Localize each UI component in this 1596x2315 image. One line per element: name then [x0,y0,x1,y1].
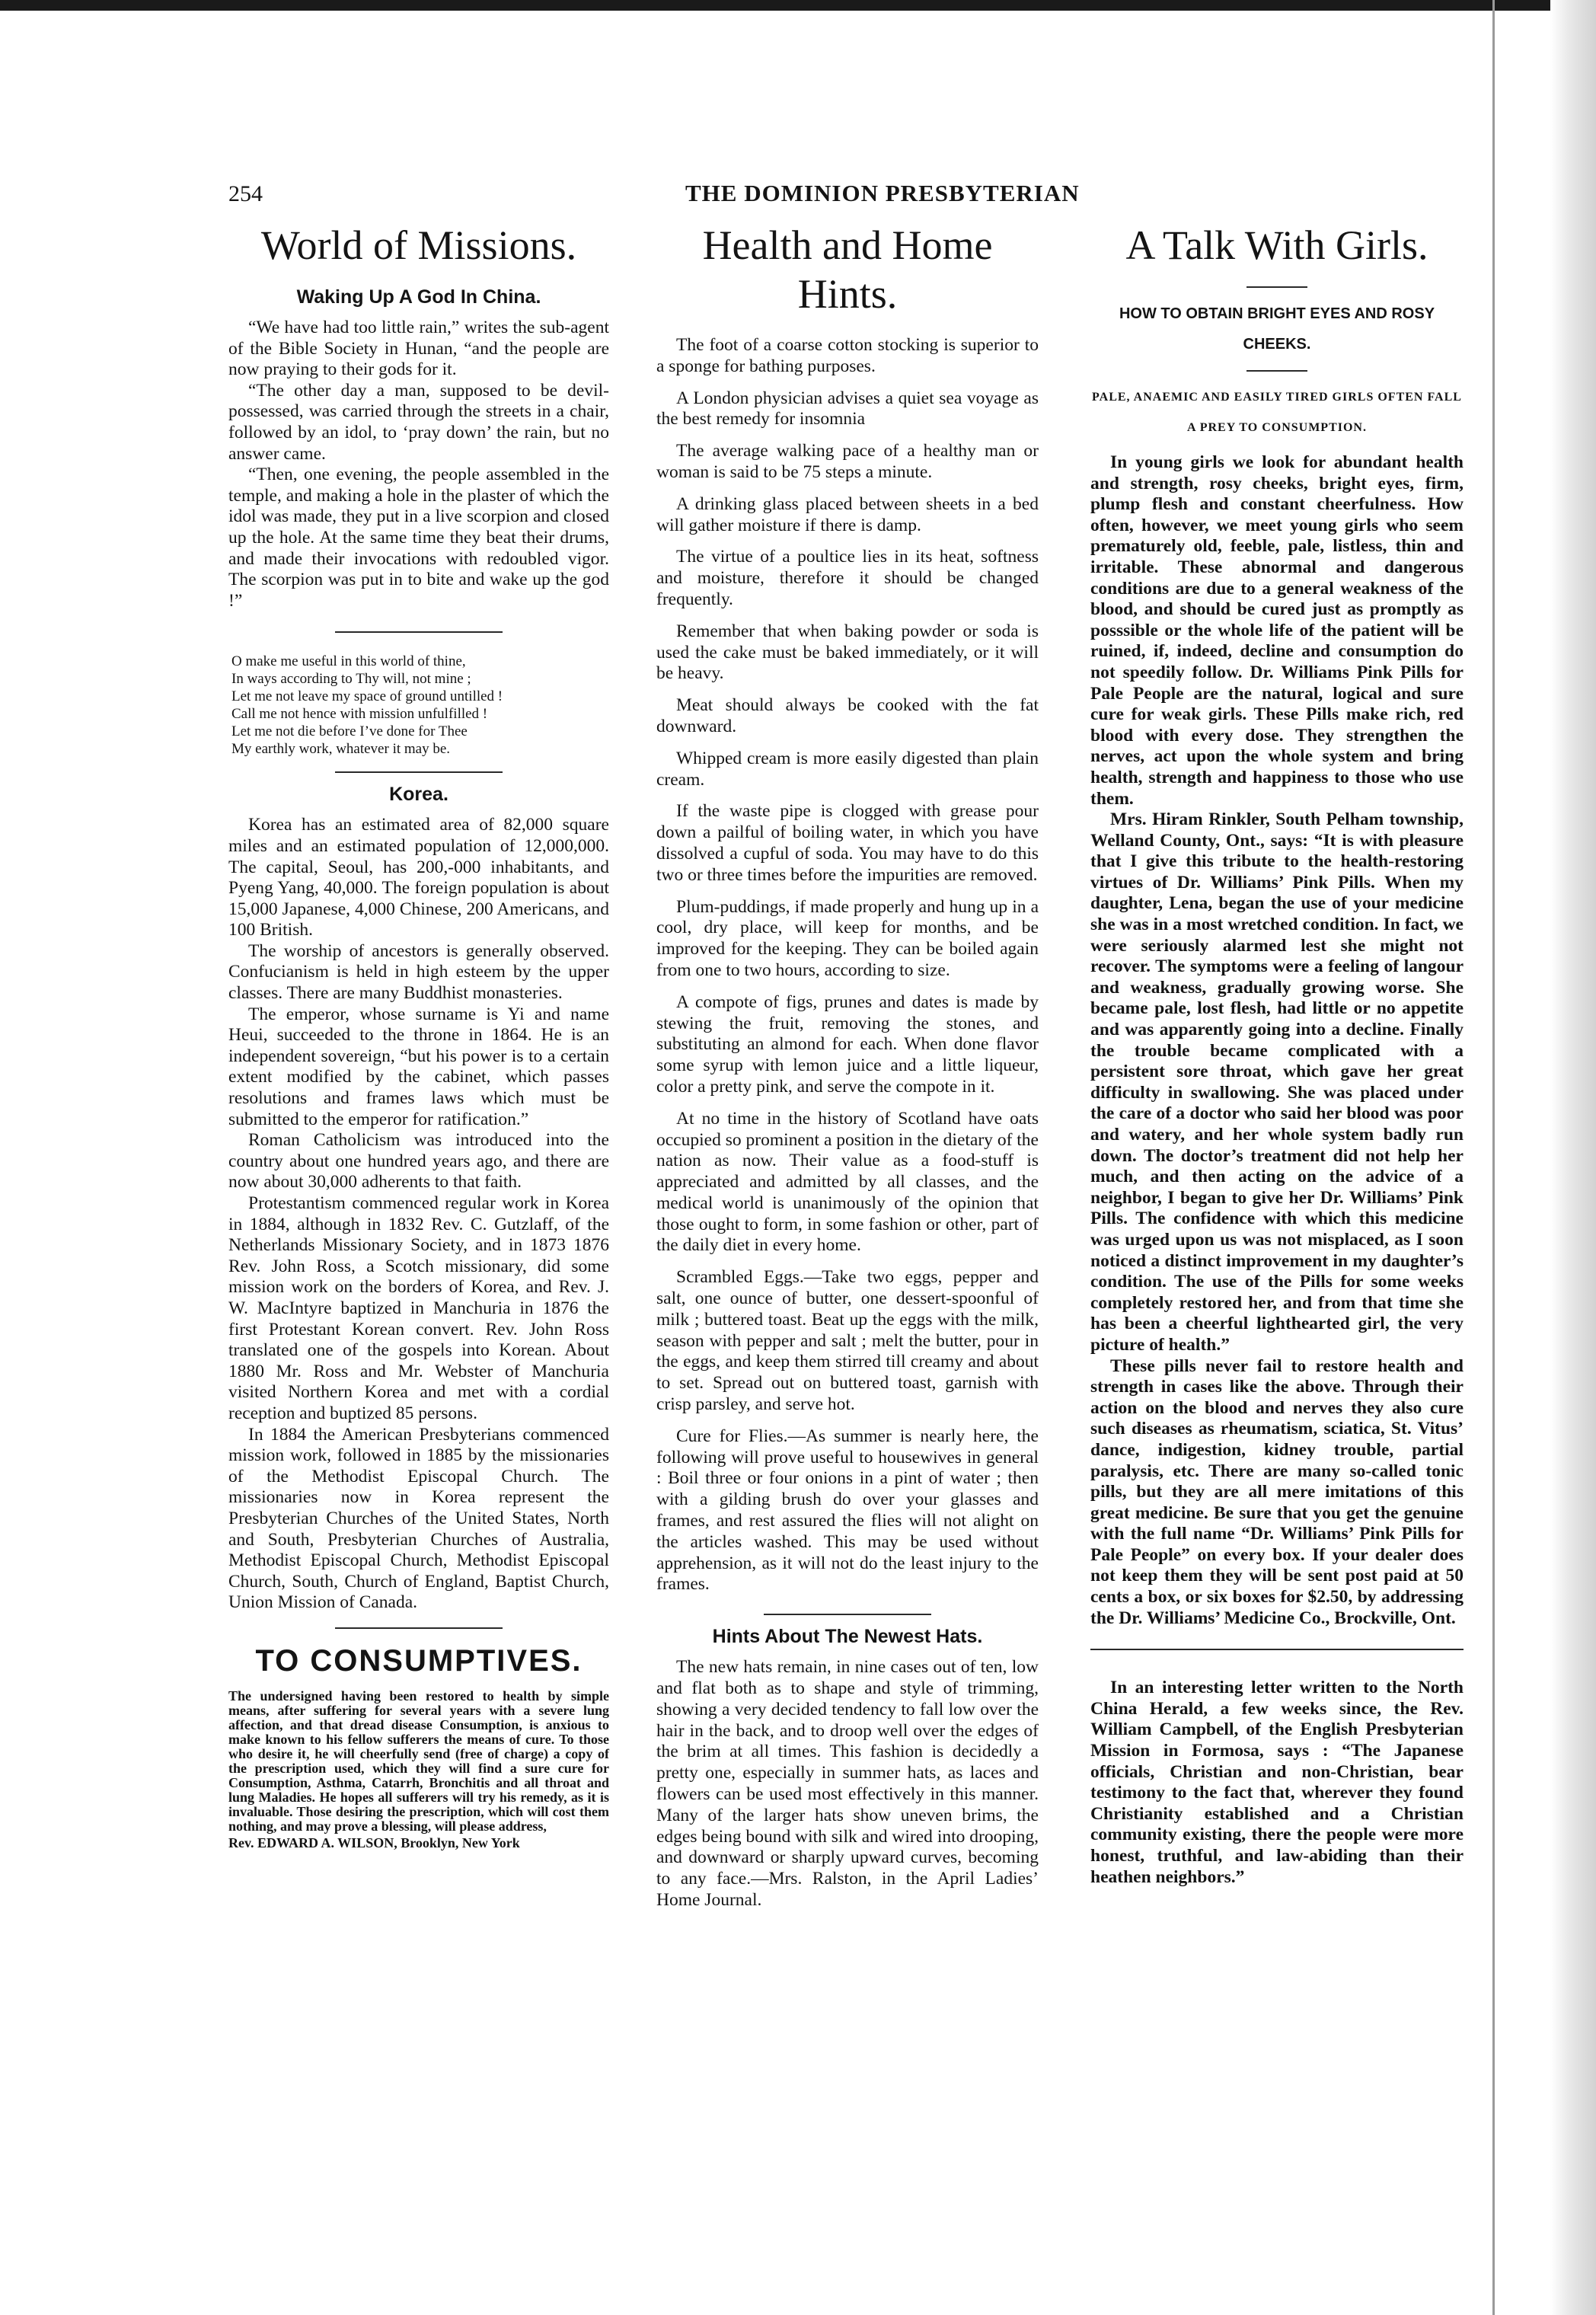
poem-line: Let me not die before I’ve done for Thee [231,723,468,740]
advert-signature: Rev. EDWARD A. WILSON, Brooklyn, New York [228,1834,520,1850]
paragraph: A compote of figs, prunes and dates is made by stewing the fruit, removing the stones, and substituting an almond for each. When done flavor some syrup with lemon juice and a little liqueur, color a pretty pink, and serve the compote in it. [656,991,1039,1097]
paragraph: The new hats remain, in nine cases out of ten, low and flat both as to shape and style of trimming, showing a very decided tendency to fall low over the hair in the back, and to droop well over the edges of the brim at all times. This fashion is decidedly a pretty one, especially in summer hats, as laces and flowers can be used most effectively in this manner. Many of the larger hats show uneven brims, the edges being bound with silk and wired into drooping, and downward or sharply upward curves, becoming to any face.—Mrs. Ralston, in the April Ladies’ Home Journal. [656,1657,1039,1910]
paragraph: Protestantism commenced regular work in Korea in 1884, although in 1832 Rev. C. Gutzlaff, of the Netherlands Missionary Society, and in 1873 1876 Rev. John Ross, a Scotch missionary, did some mission work on the borders of Korea, and Rev. J. W. MacIntyre baptized in Manchuria in 1876 the first Protestant Korean convert. Rev. John Ross translated one of the gospels into Korean. About 1880 Mr. Ross and Mr. Webster of Manchuria visited Northern Korea and met with a cordial reception and buptized 85 persons. [228,1193,609,1423]
article-subhead: PALE, ANAEMIC AND EASILY TIRED GIRLS OFTEN FALL A PREY TO CONSUMPTION. [1092,391,1462,434]
scan-top-edge [0,0,1596,11]
divider [1246,370,1307,372]
divider [1090,1649,1464,1650]
paragraph: Remember that when baking powder or soda is used the cake must be baked immediately, or it will be heavy. [656,621,1039,684]
paragraph: The worship of ancestors is generally observed. Confucianism is held in high esteem by the upper classes. There are many Buddhist monasteries. [228,940,609,1004]
divider [764,1614,931,1615]
paragraph: Roman Catholicism was introduced into the country about one hundred years ago, and there are now about 30,000 adherents to that faith. [228,1130,609,1193]
paragraph: Plum-puddings, if made properly and hung up in a cool, dry place, will keep for months, and be improved for the keeping. They can be boiled again from one to two hours, according to size. [656,896,1039,980]
poem-line: Let me not leave my space of ground untilled ! [231,688,503,705]
scan-page-edge [1492,0,1495,2315]
article-subtitle: HOW TO OBTAIN BRIGHT EYES AND ROSY CHEEKS. [1119,305,1435,353]
paragraph: Mrs. Hiram Rinkler, South Pelham township, Welland County, Ont., says: “It is with pleasure that I give this tribute to the health-restoring virtues of Dr. Williams’ Pink Pills. When my daughter, Lena, began the use of your medicine she was in a most wretched condition. In fact, we were seriously alarmed lest she might not recover. The symptoms were a feeling of langour and weakness, gradually growing worse. She became pale, lost flesh, had little or no appetite and was apparently going into a decline. Finally the trouble became complicated with a persistent sore throat, which gave her great difficulty in swallowing. She was placed under the care of a doctor who said her blood was poor and watery, and her whole system badly run down. The doctor’s treatment did not help her much, and then acting on the advice of a neighbor, I began to give her Dr. Williams’ Pink Pills. The confidence with which this medicine was urged upon us was not misplaced, as I soon noticed a distinct improvement in my daughter’s condition. The use of the Pills for some weeks completely restored her, and from that time she has been a cheerful lighthearted girl, the very picture of health.” [1090,809,1464,1355]
paragraph: Korea has an estimated area of 82,000 square miles and an estimated population of 12,000,000. The capital, Seoul, has 200,-000 inhabitants, and Pyeng Yang, 40,000. The foreign population is about 15,000 Japanese, 4,000 Chinese, 200 Americans, and 100 British. [228,815,609,940]
divider [335,1627,503,1629]
paragraph: At no time in the history of Scotland have oats occupied so prominent a position in the dietary of the nation as now. Their value as a food-stuff is appreciated and admitted by all classes, and the medical world is unanimously of the opinion that those ought to form, in some fashion or other, part of the daily diet in every home. [656,1108,1039,1256]
paragraph: “Then, one evening, the people assembled in the temple, and making a hole in the plaster of which the idol was made, they put in a live scorpion and closed up the hole. At the same time they beat their drums, and made their invocations with redoubled vigor. The scorpion was put in to bite and wake up the god !” [228,465,609,611]
paragraph: A drinking glass placed between sheets in a bed will gather moisture if there is damp. [656,493,1039,535]
paragraph: Scrambled Eggs.—Take two eggs, pepper and salt, one ounce of butter, one dessert-spoonful of milk ; buttered toast. Beat up the eggs with the milk, season with pepper and salt ; melt the butter, pour in the eggs, and keep them stirred till creamy and about to set. Spread out on buttered toast, garnish with crisp parsley, and serve hot. [656,1267,1039,1415]
page-number: 254 [228,181,263,206]
article-title: Korea. [389,784,448,806]
poem-line: My earthly work, whatever it may be. [231,741,451,758]
page-header [221,177,1462,210]
poem-line: O make me useful in this world of thine, [231,653,466,670]
article-title: Hints About The Newest Hats. [712,1626,983,1648]
paragraph: The emperor, whose surname is Yi and name Heui, succeeded to the throne in 1864. He is an independent sovereign, “but his power is to a certain extent modified by the cabinet, which passes resolutions and frames laws which must be submitted to the emperor for ratification.” [228,1004,609,1129]
divider [335,631,503,633]
section-title: Health and Home Hints. [702,222,993,317]
paragraph: The virtue of a poultice lies in its heat, softness and moisture, therefore it should be changed frequently. [656,547,1039,609]
advert-title: TO CONSUMPTIVES. [255,1643,583,1678]
poem-line: In ways according to Thy will, not mine ; [231,671,471,688]
paragraph: Meat should always be cooked with the fat downward. [656,695,1039,736]
paragraph: In young girls we look for abundant health and strength, rosy cheeks, bright eyes, firm, plump flesh and constant cheerfulness. How often, however, we meet young girls who seem prematurely old, feeble, pale, listless, thin and irritable. These abnormal and dangerous conditions are due to a general weakness of the blood, and should be cured just as promptly as posssible or the whole life of the patient will be ruined, if, indeed, decline and consumption do not speedily follow. Dr. Williams Pink Pills for Pale People are the natural, logical and sure cure for weak girls. These Pills make rich, red blood with every dose. They strengthen the nerves, act upon the whole system and bring health, strength and happiness to those who use them. [1090,452,1464,809]
paragraph: A London physician advises a quiet sea voyage as the best remedy for insomnia [656,388,1039,429]
paragraph: The foot of a coarse cotton stocking is superior to a sponge for bathing purposes. [656,335,1039,376]
paragraph: “We have had too little rain,” writes the sub-agent of the Bible Society in Hunan, “and the people are now praying to their gods for it. [228,318,609,380]
section-title: A Talk With Girls. [1125,222,1428,268]
divider [335,771,503,773]
paragraph: In an interesting letter written to the North China Herald, a few weeks since, the Rev. William Campbell, of the English Presbyterian Mission in Formosa, says : “The Japanese officials, Christian and non-Christian, bear testimony to the fact that, wherever they found Christianity established and a Christian community existing, there the people were more honest, truthful, and law-abiding than their heathen neighbors.” [1090,1678,1464,1887]
divider [1246,286,1307,288]
poem [228,653,609,758]
scan-right-margin [1550,0,1596,2315]
column-world-of-missions [228,221,609,1851]
paragraph: Cure for Flies.—As summer is nearly here, the following will prove useful to housewives in general : Boil three or four onions in a pint of water ; then with a gilding brush do over your glasses and frames, and rest assured the flies will not alight on the articles washed. This may be used without apprehension, as it will not do the least injury to the frames. [656,1426,1039,1595]
column-health-hints [656,221,1039,1922]
paragraph: If the waste pipe is clogged with grease pour down a pailful of boiling water, in which you have dissolved a cupful of soda. You may have to do this two or three times before the impurities are removed. [656,801,1039,885]
paragraph: In 1884 the American Presbyterians commenced mission work, followed in 1885 by the missionaries of the Methodist Episcopal Church. The missionaries now in Korea represent the Presbyterian Churches of the United States, North and South, Presbyterian Churches of Australia, Methodist Episcopal Church, Methodist Episcopal Church, South, Church of England, Baptist Church, Union Mission of Canada. [228,1424,609,1613]
poem-line: Call me not hence with mission unfulfilled ! [231,706,488,723]
column-talk-with-girls [1090,221,1464,1888]
paragraph: The average walking pace of a healthy man or woman is said to be 75 steps a minute. [656,441,1039,482]
section-title: World of Missions. [260,222,577,268]
article-title: Waking Up A God In China. [296,286,541,308]
advert-body: The undersigned having been restored to health by simple means, after suffering for several years with a severe lung affection, and that dread disease Consumption, is anxious to make known to his fellow sufferers the means of cure. To those who desire it, he will cheerfully send (free of charge) a copy of the prescription used, which they will find a sure cure for Consumption, Asthma, Catarrh, Bronchitis and all throat and lung Maladies. He hopes all sufferers will try his remedy, as it is invaluable. Those desiring the prescription, which will cost them nothing, and may prove a blessing, will please address, [228,1688,609,1834]
paragraph: “The other day a man, supposed to be devil-possessed, was carried through the streets in a chair, followed by an idol, to ‘pray down’ the rain, but no answer came. [228,380,609,464]
paragraph: These pills never fail to restore health and strength in cases like the above. Through their action on the blood and nerves they also cure such diseases as rheumatism, sciatica, St. Vitus’ dance, indigestion, kidney trouble, partial paralysis, etc. There are many so-called tonic pills, but they are all mere imitations of this great medicine. Be sure that you get the genuine with the full name “Dr. Williams’ Pink Pills for Pale People” on every box. If your dealer does not keep them they will be sent post paid at 50 cents a box, or six boxes for $2.50, by addressing the Dr. Williams’ Medicine Co., Brockville, Ont. [1090,1355,1464,1628]
newspaper-title: THE DOMINION PRESBYTERIAN [685,180,1080,206]
paragraph: Whipped cream is more easily digested than plain cream. [656,748,1039,790]
